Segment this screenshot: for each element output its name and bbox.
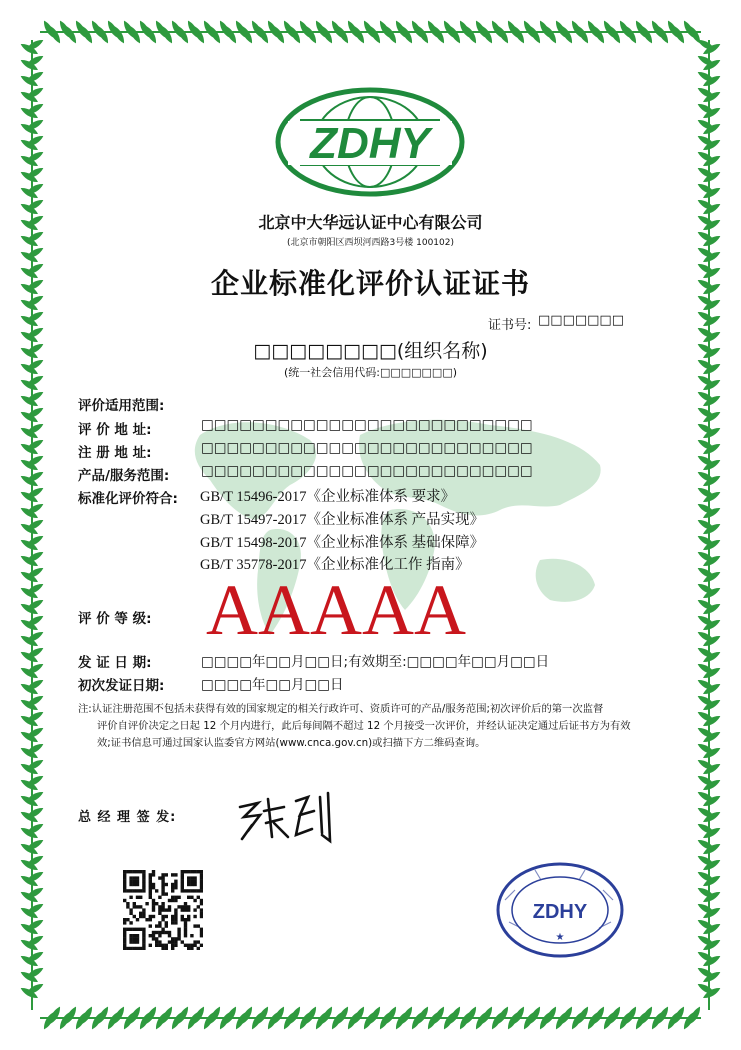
- note-line: 效;证书信息可通过国家认监委官方网站(www.cnca.gov.cn)或扫描下方二维码查询。: [97, 737, 486, 749]
- cert-number-value: □□□□□□□: [538, 313, 624, 328]
- certification-seal: [495, 860, 625, 960]
- signature-label: 总 经 理 签 发:: [78, 810, 177, 825]
- credit-code: (统一社会信用代码:□□□□□□□): [283, 366, 458, 379]
- note-line: 评价自评价决定之日起 12 个月内进行，此后每间隔不超过 12 个月接受一次评价，并经认证决定通过后证书方为有效: [97, 720, 631, 732]
- grade-label: 评 价 等 级:: [78, 611, 152, 627]
- standard-item: GB/T 15498-2017《企业标准体系 基础保障》: [200, 535, 485, 551]
- grade-value: AAAAA: [206, 570, 466, 650]
- seal-text: ZDHY: [532, 901, 588, 923]
- product-scope-value: □□□□□□□□□□□□□□□□□□□□□□□□□□: [201, 463, 533, 479]
- address-value: □□□□□□□□□□□□□□□□□□□□□□□□□□: [201, 417, 533, 433]
- cert-number-label: 证书号:: [488, 318, 532, 333]
- note-line: 注:认证注册范围不包括未获得有效的国家规定的相关行政许可、资质许可的产品/服务范围;初次评价后的第一次监督: [78, 703, 604, 715]
- signature: [230, 785, 340, 845]
- issuer-address: (北京市朝阳区西坝河西路3号楼 100102): [287, 238, 454, 248]
- registered-address-label: 注 册 地 址:: [78, 445, 152, 461]
- first-issue-label: 初次发证日期:: [78, 678, 165, 694]
- certificate-title: 企业标准化评价认证证书: [210, 267, 530, 300]
- qr-code: [123, 870, 203, 950]
- registered-address-value: □□□□□□□□□□□□□□□□□□□□□□□□□□: [201, 440, 533, 456]
- standard-item: GB/T 15496-2017《企业标准体系 要求》: [200, 489, 456, 505]
- standard-item: GB/T 35778-2017《企业标准化工作 指南》: [200, 557, 470, 573]
- issue-date-value: □□□□年□□月□□日;有效期至:□□□□年□□月□□日: [201, 654, 550, 670]
- product-scope-label: 产品/服务范围:: [78, 468, 170, 484]
- issuer-name: 北京中大华远认证中心有限公司: [258, 213, 483, 232]
- issue-date-label: 发 证 日 期:: [78, 655, 152, 671]
- standard-item: GB/T 15497-2017《企业标准体系 产品实现》: [200, 512, 485, 528]
- logo-text: ZDHY: [310, 119, 430, 168]
- seal-star-icon: ★: [555, 932, 565, 943]
- first-issue-value: □□□□年□□月□□日: [201, 677, 344, 693]
- notes: [78, 701, 698, 752]
- scope-label: 评价适用范围:: [78, 398, 165, 414]
- zdhy-logo: [270, 85, 470, 200]
- organization-name: □□□□□□□□(组织名称): [253, 340, 488, 362]
- address-label: 评 价 地 址:: [78, 422, 152, 438]
- conformity-label: 标准化评价符合:: [78, 491, 178, 507]
